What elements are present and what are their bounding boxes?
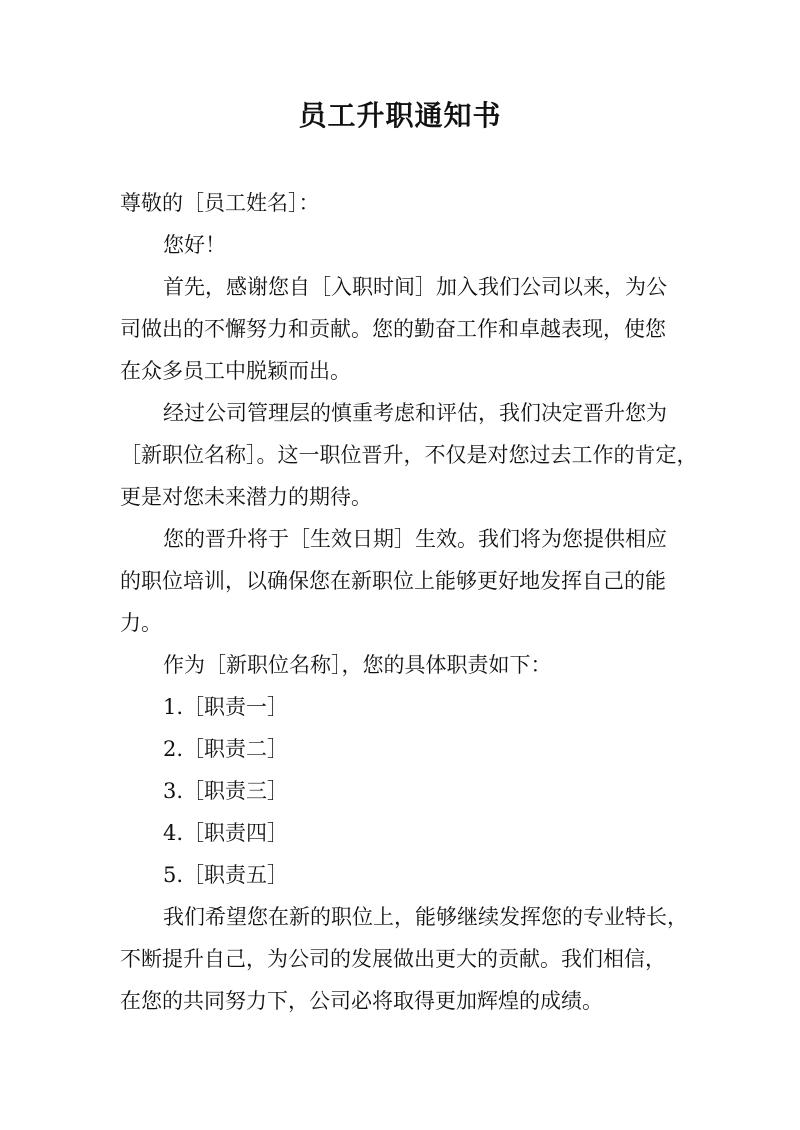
paragraph-1-line-3: 在众多员工中脱颖而出。 [120,359,351,383]
paragraph-2-line-1: 经过公司管理层的慎重考虑和评估，我们决定晋升您为 [163,401,667,425]
paragraph-3-line-1: 您的晋升将于［生效日期］生效。我们将为您提供相应 [163,527,667,551]
closing-line-1: 我们希望您在新的职位上，能够继续发挥您的专业特长， [163,905,688,929]
paragraph-1-line-1: 首先，感谢您自［入职时间］加入我们公司以来，为公 [163,275,667,299]
paragraph-3-line-2: 的职位培训，以确保您在新职位上能够更好地发挥自己的能 [120,569,666,593]
paragraph-1-line-2: 司做出的不懈努力和贡献。您的勤奋工作和卓越表现，使您 [120,317,666,341]
paragraph-2-line-3: 更是对您未来潜力的期待。 [120,485,372,509]
document-title: 员工升职通知书 [298,99,502,132]
duty-item-2: 2.［职责二］ [163,737,289,761]
closing-line-3: 在您的共同努力下，公司必将取得更加辉煌的成绩。 [120,989,603,1013]
duty-item-5: 5.［职责五］ [163,863,289,887]
paragraph-2-line-2: ［新职位名称］。这一职位晋升，不仅是对您过去工作的肯定， [120,443,698,467]
greeting: 您好！ [163,233,226,257]
paragraph-3-line-3: 力。 [120,611,162,635]
duty-item-1: 1.［职责一］ [163,695,289,719]
salutation: 尊敬的［员工姓名］： [120,191,320,215]
closing-line-2: 不断提升自己，为公司的发展做出更大的贡献。我们相信， [120,947,666,971]
duty-item-3: 3.［职责三］ [163,779,289,803]
duty-item-4: 4.［职责四］ [163,821,289,845]
duties-intro: 作为［新职位名称］，您的具体职责如下： [163,653,552,677]
